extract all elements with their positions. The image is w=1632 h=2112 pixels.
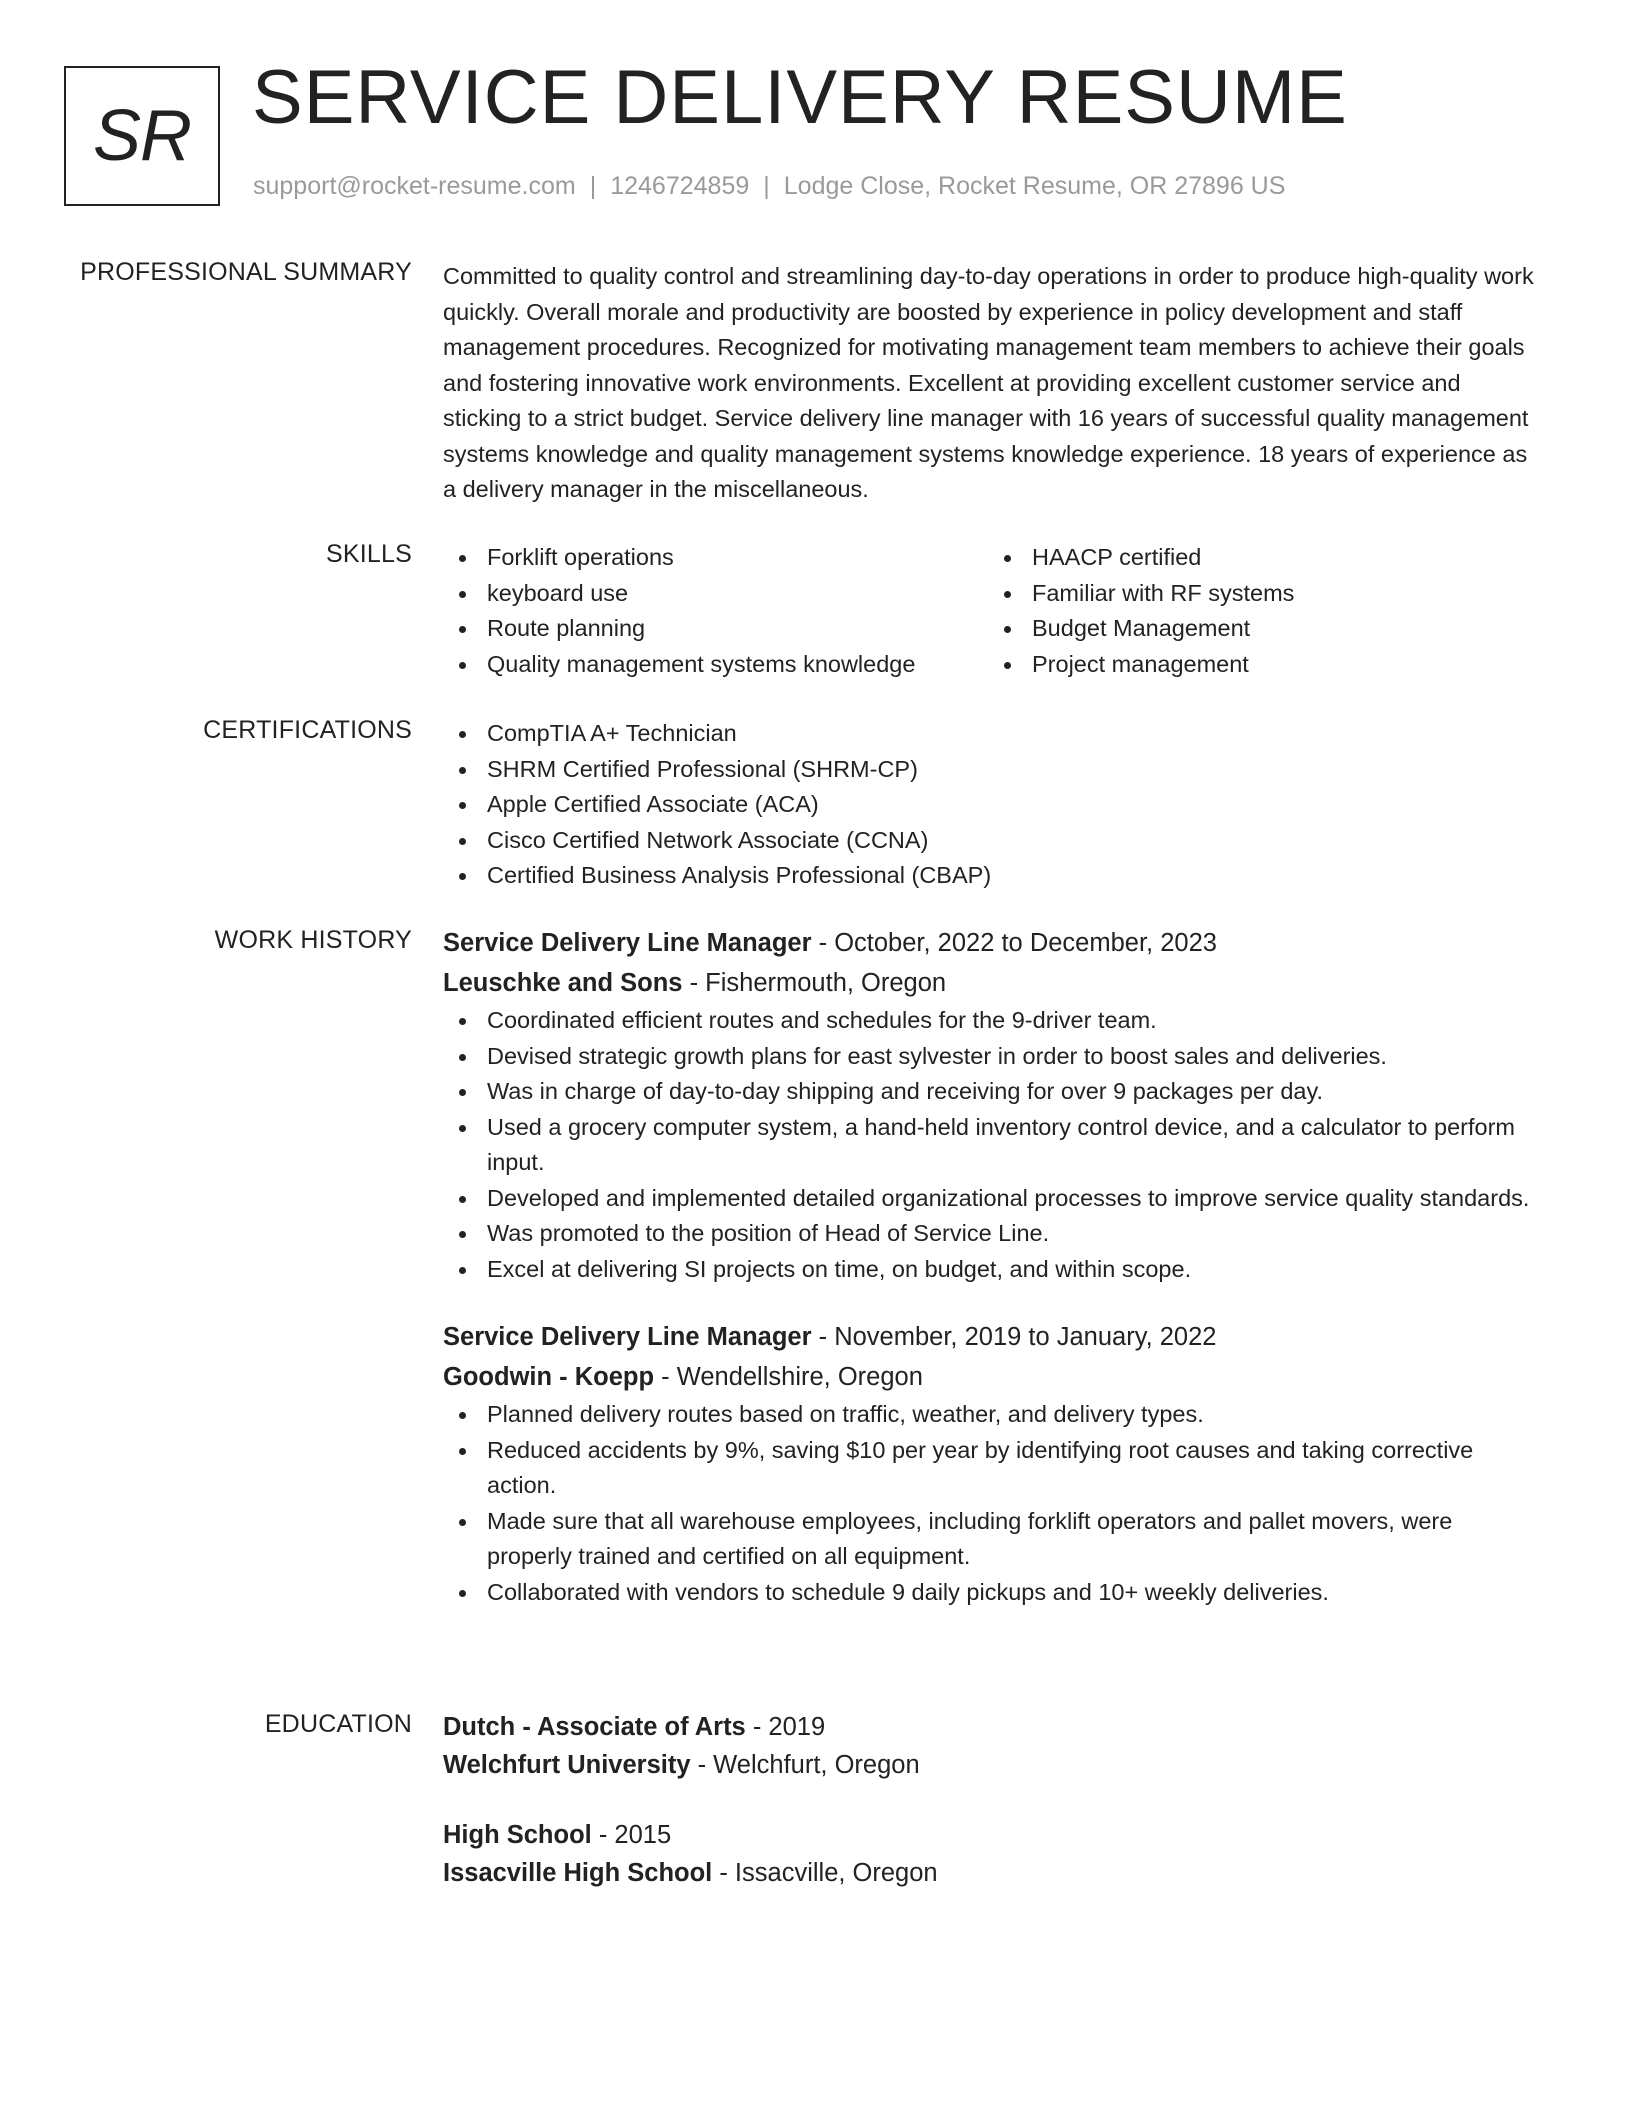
summary-body (443, 259, 1543, 508)
job-company-line (443, 1357, 1543, 1397)
job-role: Service Delivery Line Manager (443, 1323, 812, 1351)
contact-separator: | (763, 172, 770, 200)
skill-item: Budget Management (988, 611, 1508, 647)
job-company-line (443, 963, 1543, 1003)
job-bullet: Was promoted to the position of Head of Service Line. (443, 1216, 1543, 1252)
skill-item: Project management (988, 647, 1508, 683)
education-entry (443, 1816, 1543, 1892)
job-role: Service Delivery Line Manager (443, 929, 812, 957)
job-bullet: Planned delivery routes based on traffic, weather, and delivery types. (443, 1397, 1543, 1433)
job-entry (443, 923, 1543, 1287)
skill-item: Familiar with RF systems (988, 576, 1508, 612)
education-heading: EDUCATION (264, 1710, 412, 1738)
education-school-line (443, 1854, 1543, 1892)
job-dates: - October, 2022 to December, 2023 (811, 929, 1217, 957)
education-degree: High School (443, 1821, 592, 1849)
job-bullet: Made sure that all warehouse employees, including forklift operators and pallet movers, were properly trained and certified on all equipment. (443, 1504, 1543, 1575)
contact-address: Lodge Close, Rocket Resume, OR 27896 US (783, 172, 1286, 200)
job-entry (443, 1317, 1543, 1610)
job-bullet: Was in charge of day-to-day shipping and receiving for over 9 packages per day. (443, 1074, 1543, 1110)
certification-item: CompTIA A+ Technician (443, 716, 1543, 752)
summary-heading: PROFESSIONAL SUMMARY (80, 258, 412, 286)
skills-heading: SKILLS (326, 540, 412, 568)
job-company: Goodwin - Koepp (443, 1363, 655, 1391)
work-history-heading: WORK HISTORY (214, 926, 412, 954)
certification-item: SHRM Certified Professional (SHRM-CP) (443, 752, 1543, 788)
skills-list-left (443, 540, 988, 682)
job-role-line (443, 1317, 1543, 1357)
education-year: - 2019 (745, 1713, 826, 1741)
education-degree-line (443, 1708, 1543, 1746)
job-company: Leuschke and Sons (443, 969, 683, 997)
education-degree: Dutch - Associate of Arts (443, 1713, 746, 1741)
skill-item: Forklift operations (443, 540, 988, 576)
job-bullet: Excel at delivering SI projects on time, on budget, and within scope. (443, 1252, 1543, 1288)
job-bullets (443, 1397, 1543, 1610)
skill-item: HAACP certified (988, 540, 1508, 576)
job-dates: - November, 2019 to January, 2022 (811, 1323, 1217, 1351)
certification-item: Apple Certified Associate (ACA) (443, 787, 1543, 823)
certification-item: Certified Business Analysis Professional (CBAP) (443, 858, 1543, 894)
monogram-initials: SR (92, 96, 192, 176)
skills-grid (443, 540, 1543, 682)
monogram-badge (64, 66, 220, 206)
resume-title: SERVICE DELIVERY RESUME (252, 55, 1348, 140)
job-bullet: Reduced accidents by 9%, saving $10 per year by identifying root causes and taking corrective action. (443, 1433, 1543, 1504)
certifications-list (443, 716, 1543, 894)
summary-text: Committed to quality control and streamlining day-to-day operations in order to produce high-quality work quickly. Overall morale and productivity are boosted by experience in policy development and staff management procedures. Recognized for motivating management team members to achieve their goals and fostering innovative work environments. Excellent at providing excellent customer service and sticking to a strict budget. Service delivery line manager with 16 years of successful quality management systems knowledge and quality management systems knowledge experience. 18 years of experience as a delivery manager in the miscellaneous. (443, 263, 1534, 502)
education-degree-line (443, 1816, 1543, 1854)
certification-item: Cisco Certified Network Associate (CCNA) (443, 823, 1543, 859)
contact-separator: | (589, 172, 597, 200)
work-history-body (443, 923, 1543, 1610)
certifications-body (443, 716, 1543, 894)
contact-line (253, 172, 1285, 201)
job-bullet: Used a grocery computer system, a hand-held inventory control device, and a calculator to perform input. (443, 1110, 1543, 1181)
job-bullets (443, 1003, 1543, 1287)
job-bullet: Developed and implemented detailed organizational processes to improve service quality standards. (443, 1181, 1543, 1217)
education-school: Welchfurt University (443, 1751, 691, 1779)
skill-item: keyboard use (443, 576, 988, 612)
education-year: - 2015 (591, 1821, 672, 1849)
education-entry (443, 1708, 1543, 1784)
job-location: - Fishermouth, Oregon (682, 969, 947, 997)
skills-list-right (988, 540, 1508, 682)
contact-email: support@rocket-resume.com (253, 172, 576, 200)
contact-phone: 1246724859 (610, 172, 750, 200)
skill-item: Quality management systems knowledge (443, 647, 988, 683)
education-school-line (443, 1746, 1543, 1784)
job-bullet: Collaborated with vendors to schedule 9 daily pickups and 10+ weekly deliveries. (443, 1575, 1543, 1611)
education-location: - Issacville, Oregon (712, 1859, 938, 1887)
job-bullet: Devised strategic growth plans for east sylvester in order to boost sales and deliveries. (443, 1039, 1543, 1075)
skills-body (443, 540, 1543, 682)
job-role-line (443, 923, 1543, 963)
education-location: - Welchfurt, Oregon (690, 1751, 920, 1779)
education-school: Issacville High School (443, 1859, 713, 1887)
job-location: - Wendellshire, Oregon (654, 1363, 923, 1391)
education-body (443, 1708, 1543, 1892)
job-bullet: Coordinated efficient routes and schedules for the 9-driver team. (443, 1003, 1543, 1039)
skill-item: Route planning (443, 611, 988, 647)
certifications-heading: CERTIFICATIONS (203, 716, 412, 744)
